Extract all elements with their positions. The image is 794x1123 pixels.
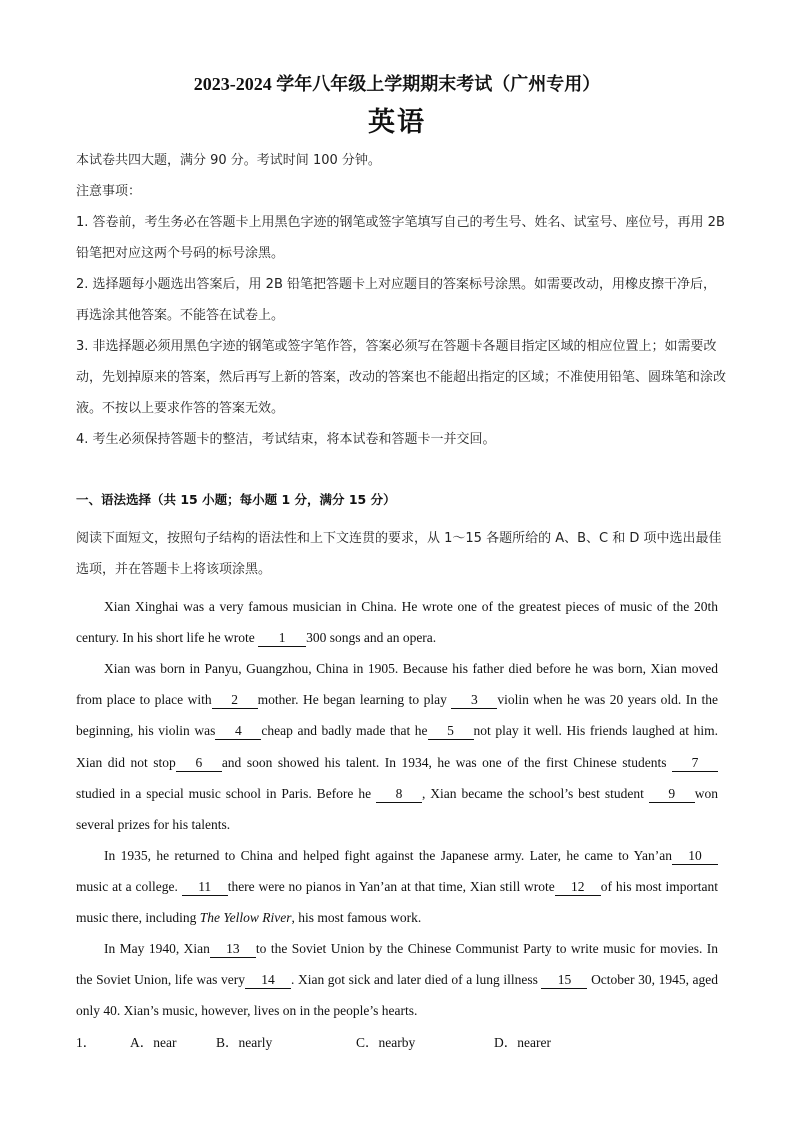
answer-blank: 3 <box>451 692 497 709</box>
notice-heading: 注意事项： <box>76 184 142 199</box>
answer-blank: 12 <box>555 879 601 896</box>
passage-text: there were no pianos in Yan’an at that time, Xian still wrote <box>227 879 555 895</box>
passage-text: . Xian got sick and later died of a lung illness <box>291 972 538 988</box>
passage-text: to the Soviet Union by the Chinese Communist Party to write music for movies. In the Soviet Union, life was very <box>76 941 718 988</box>
song-title: The Yellow River <box>199 910 292 926</box>
passage-paragraph-3 <box>76 840 718 934</box>
answer-blank: 6 <box>176 755 222 772</box>
answer-blank: 8 <box>376 786 422 803</box>
answer-blank: 15 <box>541 972 587 989</box>
option-a[interactable]: A．near <box>130 1035 177 1050</box>
passage-text: and soon showed his talent. In 1934, he was one of the first Chinese students <box>221 754 667 770</box>
passage-paragraph-4 <box>76 933 718 1027</box>
answer-blank: 11 <box>182 879 228 896</box>
notice-item-1: 1. 答卷前，考生务必在答题卡上用黑色字迹的钢笔或签字笔填写自己的考生号、姓名、试室号、座位号，再用 2B 铅笔把对应这两个号码的标号涂黑。 <box>76 215 725 261</box>
passage-text: violin when he was 20 years old. In the beginning, his violin was <box>76 692 718 739</box>
passage-text: , his most famous work. <box>291 910 422 926</box>
passage-text: Xian Xinghai was a very famous musician in China. He wrote one of the greatest pieces of music of the 20th century. In his short life he wrote <box>76 599 718 646</box>
answer-blank: 4 <box>215 723 261 740</box>
passage-text: mother. He began learning to play <box>257 692 447 708</box>
answer-blank: 10 <box>672 848 718 865</box>
passage-text: October 30, 1945, aged only 40. Xian’s music, however, lives on in the people’s hearts. <box>76 972 719 1019</box>
notice-item-3: 3. 非选择题必须用黑色字迹的钢笔或签字笔作答，答案必须写在答题卡各题目指定区域的相应位置上；如需要改动，先划掉原来的答案，然后再写上新的答案，改动的答案也不能超出指定的区域；不准使用铅笔、圆珠笔和涂改液。不按以上要求作答的答案无效。 <box>76 339 727 416</box>
passage-paragraph-1 <box>76 591 718 653</box>
exam-intro: 本试卷共四大题，满分 90 分。考试时间 100 分钟。 <box>76 153 381 168</box>
passage-text: 300 songs and an opera. <box>306 630 437 646</box>
exam-title: 2023-2024 学年八年级上学期期末考试（广州专用） <box>193 74 601 94</box>
passage-text: not play it well. His friends laughed at him. Xian did not stop <box>76 723 718 770</box>
subject-title: 英语 <box>368 107 426 138</box>
passage-text: music at a college. <box>76 879 178 895</box>
question-number: 1． <box>76 1035 97 1050</box>
passage-text: cheap and badly made that he <box>261 723 428 739</box>
section-instruction: 阅读下面短文，按照句子结构的语法性和上下文连贯的要求，从 1～15 各题所给的 A、B、C 和 D 项中选出最佳选项，并在答题卡上将该项涂黑。 <box>76 531 722 577</box>
passage-text: In 1935, he returned to China and helped fight against the Japanese army. Later, he came to Yan’an <box>104 848 672 863</box>
option-d[interactable]: D．nearer <box>494 1035 551 1050</box>
passage-text: In May 1940, Xian <box>104 941 210 956</box>
option-c[interactable]: C．nearby <box>356 1035 416 1050</box>
answer-blank: 2 <box>212 692 258 709</box>
passage-text: Xian was born in Panyu, Guangzhou, China in 1905. Because his father died before he was born, Xian moved from place to place with <box>76 661 718 708</box>
notice-item-4: 4. 考生必须保持答题卡的整洁，考试结束，将本试卷和答题卡一并交回。 <box>76 432 496 447</box>
question-1-options <box>76 1031 551 1051</box>
answer-blank: 7 <box>672 755 718 772</box>
answer-blank: 13 <box>210 941 256 958</box>
passage-text: , Xian became the school’s best student <box>422 785 644 801</box>
notice-item-2: 2. 选择题每小题选出答案后，用 2B 铅笔把答题卡上对应题目的答案标号涂黑。如需要改动，用橡皮擦干净后，再选涂其他答案。不能答在试卷上。 <box>76 277 716 323</box>
passage-text: won several prizes for his talents. <box>76 785 719 833</box>
passage-text: studied in a special music school in Paris. Before he <box>76 785 372 801</box>
answer-blank: 9 <box>649 786 695 803</box>
passage-paragraph-2 <box>76 653 718 840</box>
answer-blank: 1 <box>258 630 306 647</box>
answer-blank: 14 <box>245 972 291 989</box>
passage-text: of his most important music there, including <box>76 879 719 926</box>
answer-blank: 5 <box>428 723 474 740</box>
section-title: 一、语法选择（共 15 小题；每小题 1 分，满分 15 分） <box>76 492 396 507</box>
option-b[interactable]: B．nearly <box>216 1035 273 1050</box>
